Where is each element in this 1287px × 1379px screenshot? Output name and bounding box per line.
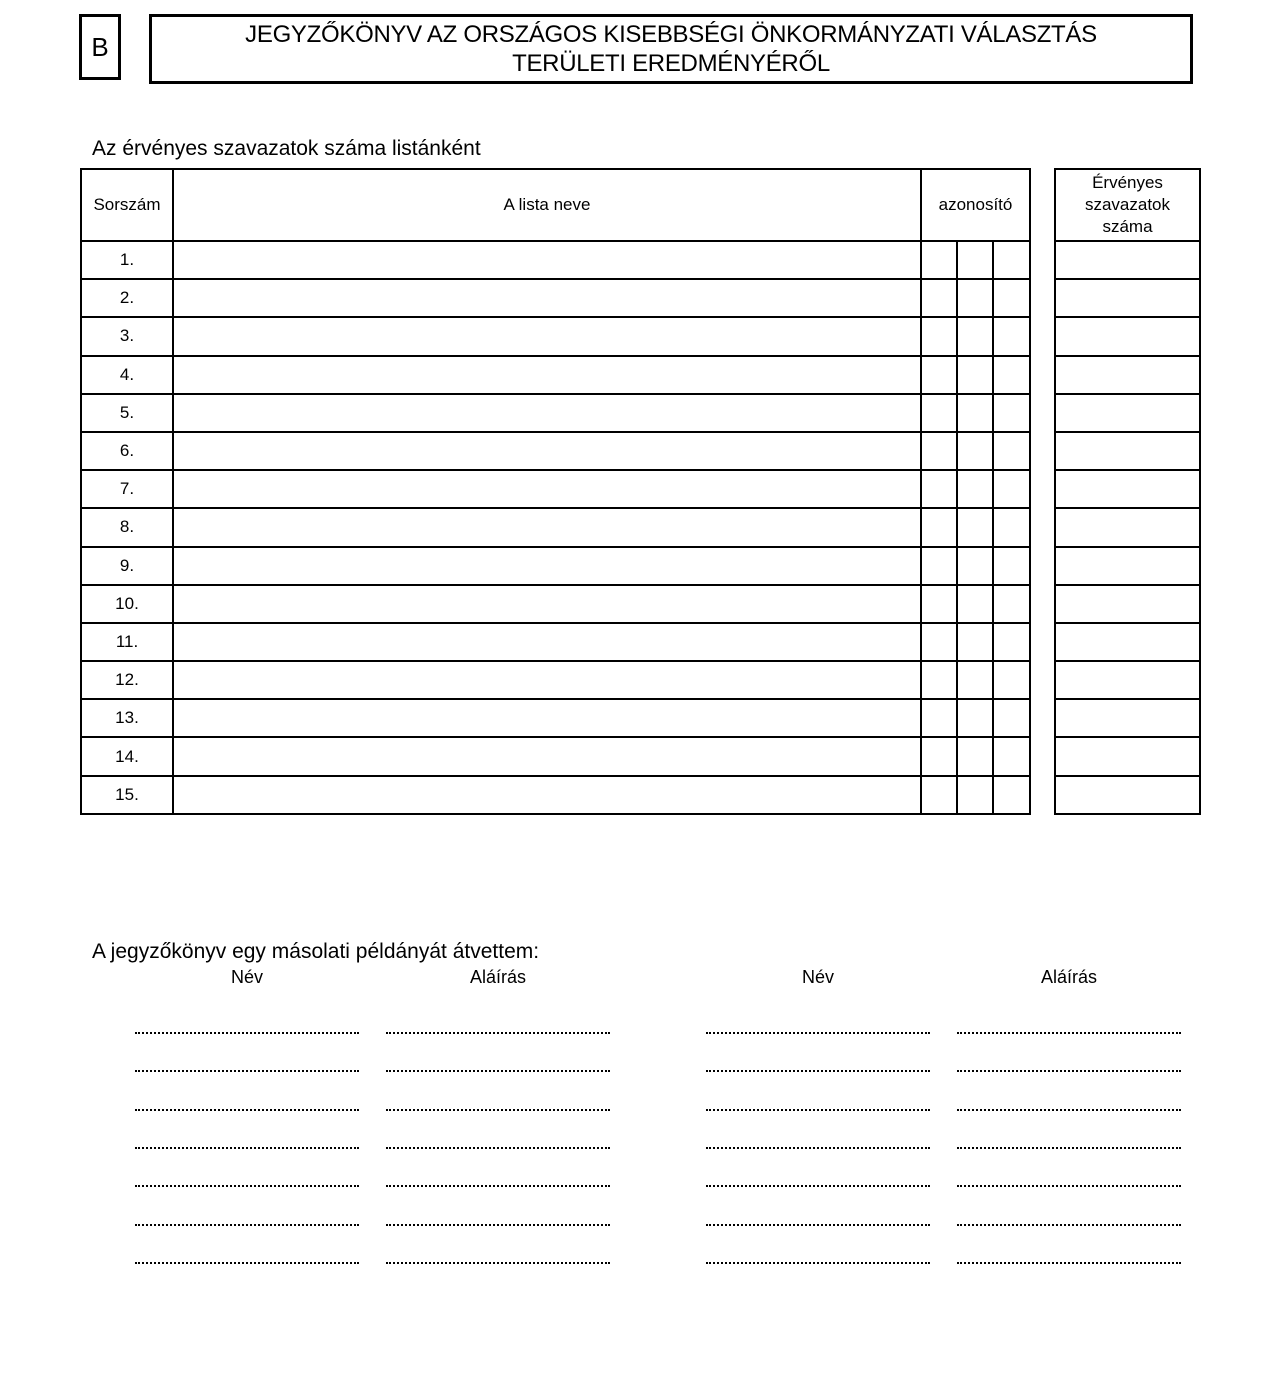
name-blank-line[interactable] [135,1222,359,1226]
list-name-cell[interactable] [173,470,921,508]
row-number: 13. [81,699,173,737]
row-number: 1. [81,241,173,279]
votes-row [1055,699,1200,737]
valid-votes-cell[interactable] [1055,623,1200,661]
id-digit-cell[interactable] [921,623,957,661]
id-digit-cell[interactable] [921,279,957,317]
form-letter-box [79,14,121,80]
id-digit-cell[interactable] [993,623,1030,661]
id-digit-cell[interactable] [921,394,957,432]
votes-row [1055,432,1200,470]
table-row [81,661,1030,699]
document-title-line1: JEGYZŐKÖNYV AZ ORSZÁGOS KISEBBSÉGI ÖNKORMÁNYZATI VÁLASZTÁS [245,21,1097,48]
votes-row [1055,279,1200,317]
signature-blank-line[interactable] [386,1183,610,1187]
id-digit-cell[interactable] [921,737,957,775]
table-row [81,394,1030,432]
id-digit-cell[interactable] [993,585,1030,623]
table-row [81,547,1030,585]
header-number: Sorszám [81,169,173,241]
id-digit-cell[interactable] [957,432,993,470]
name-blank-line[interactable] [706,1260,930,1264]
header-list-name: A lista neve [173,169,921,241]
list-name-cell[interactable] [173,356,921,394]
row-number: 6. [81,432,173,470]
valid-votes-cell[interactable] [1055,585,1200,623]
id-digit-cell[interactable] [957,699,993,737]
table-row [81,317,1030,355]
id-digit-cell[interactable] [957,661,993,699]
valid-votes-cell[interactable] [1055,547,1200,585]
id-digit-cell[interactable] [921,661,957,699]
table-row [81,776,1030,814]
signature-blank-line[interactable] [386,1030,610,1034]
name-blank-line[interactable] [706,1145,930,1149]
signature-blank-line[interactable] [957,1107,1181,1111]
list-name-cell[interactable] [173,508,921,546]
id-digit-cell[interactable] [957,317,993,355]
name-blank-line[interactable] [706,1222,930,1226]
id-digit-cell[interactable] [957,241,993,279]
votes-row [1055,737,1200,775]
id-digit-cell[interactable] [993,699,1030,737]
votes-row [1055,317,1200,355]
id-digit-cell[interactable] [921,776,957,814]
id-digit-cell[interactable] [957,585,993,623]
id-digit-cell[interactable] [921,432,957,470]
valid-votes-cell[interactable] [1055,394,1200,432]
votes-row [1055,241,1200,279]
id-digit-cell[interactable] [921,547,957,585]
row-number: 12. [81,661,173,699]
id-digit-cell[interactable] [957,394,993,432]
signature-blank-line[interactable] [386,1068,610,1072]
valid-votes-cell[interactable] [1055,776,1200,814]
results-table [80,168,1031,815]
id-digit-cell[interactable] [993,661,1030,699]
header-id: azonosító [921,169,1030,241]
table-row [81,699,1030,737]
votes-row [1055,394,1200,432]
list-name-cell[interactable] [173,241,921,279]
table-row [81,279,1030,317]
row-number: 10. [81,585,173,623]
id-digit-cell[interactable] [921,356,957,394]
valid-votes-cell[interactable] [1055,279,1200,317]
id-digit-cell[interactable] [957,776,993,814]
signature-blank-line[interactable] [957,1222,1181,1226]
id-digit-cell[interactable] [993,279,1030,317]
id-digit-cell[interactable] [957,470,993,508]
signature-blank-line[interactable] [957,1183,1181,1187]
signature-blank-line[interactable] [386,1107,610,1111]
list-name-cell[interactable] [173,585,921,623]
id-digit-cell[interactable] [957,356,993,394]
row-number: 11. [81,623,173,661]
header-valid-votes [1055,169,1200,241]
name-blank-line[interactable] [135,1068,359,1072]
signature-blank-line[interactable] [957,1260,1181,1264]
list-name-cell[interactable] [173,661,921,699]
id-digit-cell[interactable] [921,470,957,508]
id-digit-cell[interactable] [993,470,1030,508]
table-row [81,585,1030,623]
id-digit-cell[interactable] [957,279,993,317]
name-blank-line[interactable] [135,1260,359,1264]
signature-blank-line[interactable] [386,1145,610,1149]
copy-receipt-title: A jegyzőkönyv egy másolati példányát átvettem: [92,940,540,963]
votes-table [1054,168,1201,815]
table-row [81,470,1030,508]
table-row [81,356,1030,394]
votes-row [1055,356,1200,394]
signature-blank-line[interactable] [386,1222,610,1226]
id-digit-cell[interactable] [993,356,1030,394]
id-digit-cell[interactable] [957,547,993,585]
valid-votes-cell[interactable] [1055,317,1200,355]
name-label-right: Név [801,967,834,987]
header-valid-votes-line1: Érvényes [1092,173,1163,192]
document-title-line2: TERÜLETI EREDMÉNYÉRŐL [512,50,830,77]
valid-votes-cell[interactable] [1055,356,1200,394]
valid-votes-cell[interactable] [1055,737,1200,775]
id-digit-cell[interactable] [993,394,1030,432]
votes-row [1055,470,1200,508]
votes-row [1055,585,1200,623]
valid-votes-cell[interactable] [1055,432,1200,470]
table-row [81,432,1030,470]
row-number: 2. [81,279,173,317]
list-name-cell[interactable] [173,394,921,432]
name-blank-line[interactable] [135,1030,359,1034]
id-digit-cell[interactable] [957,623,993,661]
table-row [81,623,1030,661]
valid-votes-cell[interactable] [1055,699,1200,737]
list-name-cell[interactable] [173,623,921,661]
row-number: 3. [81,317,173,355]
id-digit-cell[interactable] [957,508,993,546]
name-blank-line[interactable] [135,1183,359,1187]
name-blank-line[interactable] [135,1145,359,1149]
id-digit-cell[interactable] [993,508,1030,546]
table-row [81,737,1030,775]
row-number: 8. [81,508,173,546]
list-name-cell[interactable] [173,737,921,775]
name-blank-line[interactable] [706,1030,930,1034]
list-name-cell[interactable] [173,317,921,355]
signature-blank-line[interactable] [957,1068,1181,1072]
signature-blank-line[interactable] [957,1030,1181,1034]
id-digit-cell[interactable] [993,547,1030,585]
row-number: 9. [81,547,173,585]
list-name-cell[interactable] [173,279,921,317]
votes-row [1055,508,1200,546]
row-number: 5. [81,394,173,432]
signature-label-left: Aláírás [469,967,527,987]
name-blank-line[interactable] [706,1107,930,1111]
name-label-left: Név [230,967,263,987]
list-name-cell[interactable] [173,432,921,470]
table-row [81,241,1030,279]
list-name-cell[interactable] [173,547,921,585]
row-number: 7. [81,470,173,508]
id-digit-cell[interactable] [921,241,957,279]
name-blank-line[interactable] [706,1068,930,1072]
valid-votes-cell[interactable] [1055,470,1200,508]
header-valid-votes-line3: száma [1102,217,1153,236]
id-digit-cell[interactable] [993,432,1030,470]
list-name-cell[interactable] [173,776,921,814]
votes-row [1055,547,1200,585]
id-digit-cell[interactable] [993,776,1030,814]
votes-row [1055,661,1200,699]
id-digit-cell[interactable] [993,737,1030,775]
id-digit-cell[interactable] [957,737,993,775]
document-title [149,14,1193,84]
list-name-cell[interactable] [173,699,921,737]
signature-blank-line[interactable] [386,1260,610,1264]
row-number: 14. [81,737,173,775]
signature-label-right: Aláírás [1040,967,1098,987]
row-number: 15. [81,776,173,814]
id-digit-cell[interactable] [993,241,1030,279]
votes-row [1055,776,1200,814]
valid-votes-cell[interactable] [1055,661,1200,699]
row-number: 4. [81,356,173,394]
header-valid-votes-line2: szavazatok [1084,195,1171,214]
id-digit-cell[interactable] [993,317,1030,355]
signature-blank-line[interactable] [957,1145,1181,1149]
name-blank-line[interactable] [706,1183,930,1187]
id-digit-cell[interactable] [921,585,957,623]
valid-votes-cell[interactable] [1055,241,1200,279]
valid-votes-cell[interactable] [1055,508,1200,546]
votes-row [1055,623,1200,661]
name-blank-line[interactable] [135,1107,359,1111]
table-row [81,508,1030,546]
id-digit-cell[interactable] [921,699,957,737]
section-title: Az érvényes szavazatok száma listánként [92,137,481,160]
id-digit-cell[interactable] [921,317,957,355]
form-letter: B [91,31,109,62]
id-digit-cell[interactable] [921,508,957,546]
